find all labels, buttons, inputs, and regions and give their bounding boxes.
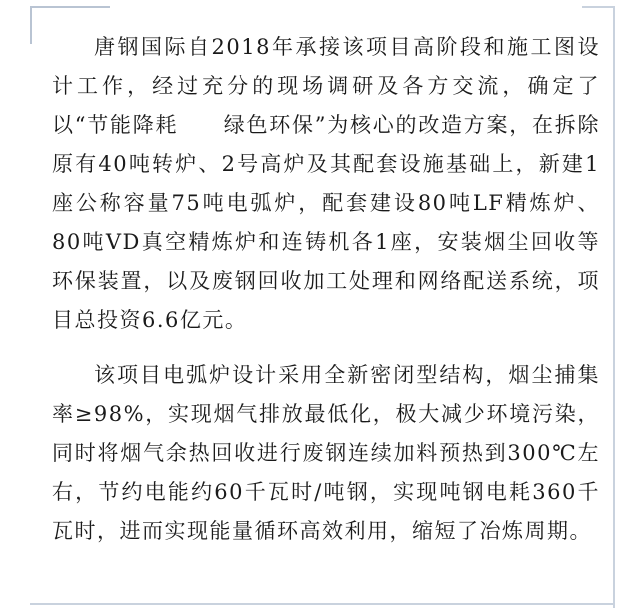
article-body	[52, 28, 600, 551]
frame-bottom-border	[30, 603, 615, 605]
frame-right-border	[613, 6, 615, 608]
frame-corner-horizontal	[30, 6, 110, 8]
paragraph-arc-furnace-design: 该项目电弧炉设计采用全新密闭型结构，烟尘捕集率≥98%，实现烟气排放最低化，极大减少环境污染，同时将烟气余热回收进行废钢连续加料预热到300℃左右，节约电能约60千瓦时/吨钢，实现吨钢电耗360千瓦时，进而实现能量循环高效利用，缩短了冶炼周期。	[52, 363, 600, 543]
frame-top-right-tick	[582, 6, 615, 8]
paragraph-project-overview: 唐钢国际自2018年承接该项目高阶段和施工图设计工作，经过充分的现场调研及各方交流，确定了以“节能降耗 绿色环保”为核心的改造方案，在拆除原有40吨转炉、2号高炉及其配套设施基础上，新建1座公称容量75吨电弧炉，配套建设80吨LF精炼炉、80吨VD真空精炼炉和连铸机各1座，安装烟尘回收等环保装置，以及废钢回收加工处理和网络配送系统，项目总投资6.6亿元。	[52, 35, 600, 332]
frame-corner-vertical	[30, 6, 32, 44]
